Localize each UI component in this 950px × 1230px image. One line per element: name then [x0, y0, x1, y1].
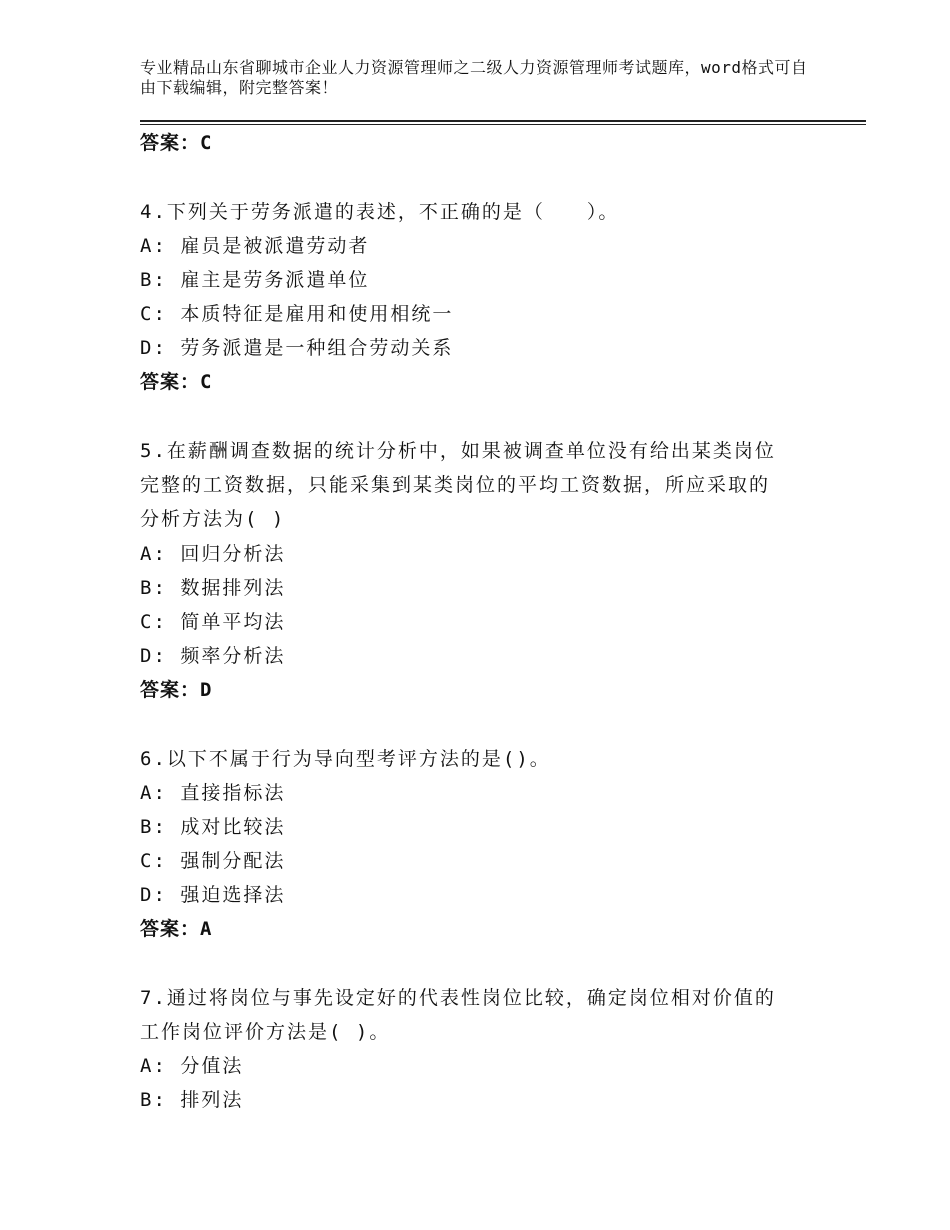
prev-answer: 答案：C — [140, 132, 213, 154]
q4-option-c: C: 本质特征是雇用和使用相统一 — [140, 303, 454, 325]
q5-option-d: D: 频率分析法 — [140, 645, 286, 667]
header-rule-thin — [140, 124, 866, 125]
q5-stem-line-3: 分析方法为( ) — [140, 508, 286, 530]
q7-stem-line-2: 工作岗位评价方法是( )。 — [140, 1021, 391, 1043]
q5-option-b: B: 数据排列法 — [140, 577, 286, 599]
header-rule-thick — [140, 120, 866, 122]
q6-option-c: C: 强制分配法 — [140, 850, 286, 872]
q6-option-b: B: 成对比较法 — [140, 816, 286, 838]
q7-stem-line-1: 7.通过将岗位与事先设定好的代表性岗位比较，确定岗位相对价值的 — [140, 987, 776, 1009]
q6-answer: 答案：A — [140, 918, 213, 940]
q7-option-b: B: 排列法 — [140, 1089, 244, 1111]
q5-option-a: A: 回归分析法 — [140, 543, 286, 565]
q4-stem-line-1: 4.下列关于劳务派遣的表述，不正确的是（ ）。 — [140, 201, 620, 223]
q5-stem-line-1: 5.在薪酬调查数据的统计分析中，如果被调查单位没有给出某类岗位 — [140, 440, 776, 462]
q4-option-a: A: 雇员是被派遣劳动者 — [140, 235, 370, 257]
q6-option-a: A: 直接指标法 — [140, 782, 286, 804]
q5-answer: 答案：D — [140, 679, 213, 701]
q4-answer: 答案：C — [140, 371, 213, 393]
q7-option-a: A: 分值法 — [140, 1055, 244, 1077]
q5-stem-line-2: 完整的工资数据，只能采集到某类岗位的平均工资数据，所应采取的 — [140, 474, 771, 496]
q4-option-d: D: 劳务派遣是一种组合劳动关系 — [140, 337, 454, 359]
q5-option-c: C: 简单平均法 — [140, 611, 286, 633]
q6-option-d: D: 强迫选择法 — [140, 884, 286, 906]
header-rule — [140, 120, 866, 126]
q6-stem-line-1: 6.以下不属于行为导向型考评方法的是()。 — [140, 748, 551, 770]
q4-option-b: B: 雇主是劳务派遣单位 — [140, 269, 370, 291]
page-header: 专业精品山东省聊城市企业人力资源管理师之二级人力资源管理师考试题库，word格式可自由下载编辑，附完整答案！ — [140, 58, 808, 97]
